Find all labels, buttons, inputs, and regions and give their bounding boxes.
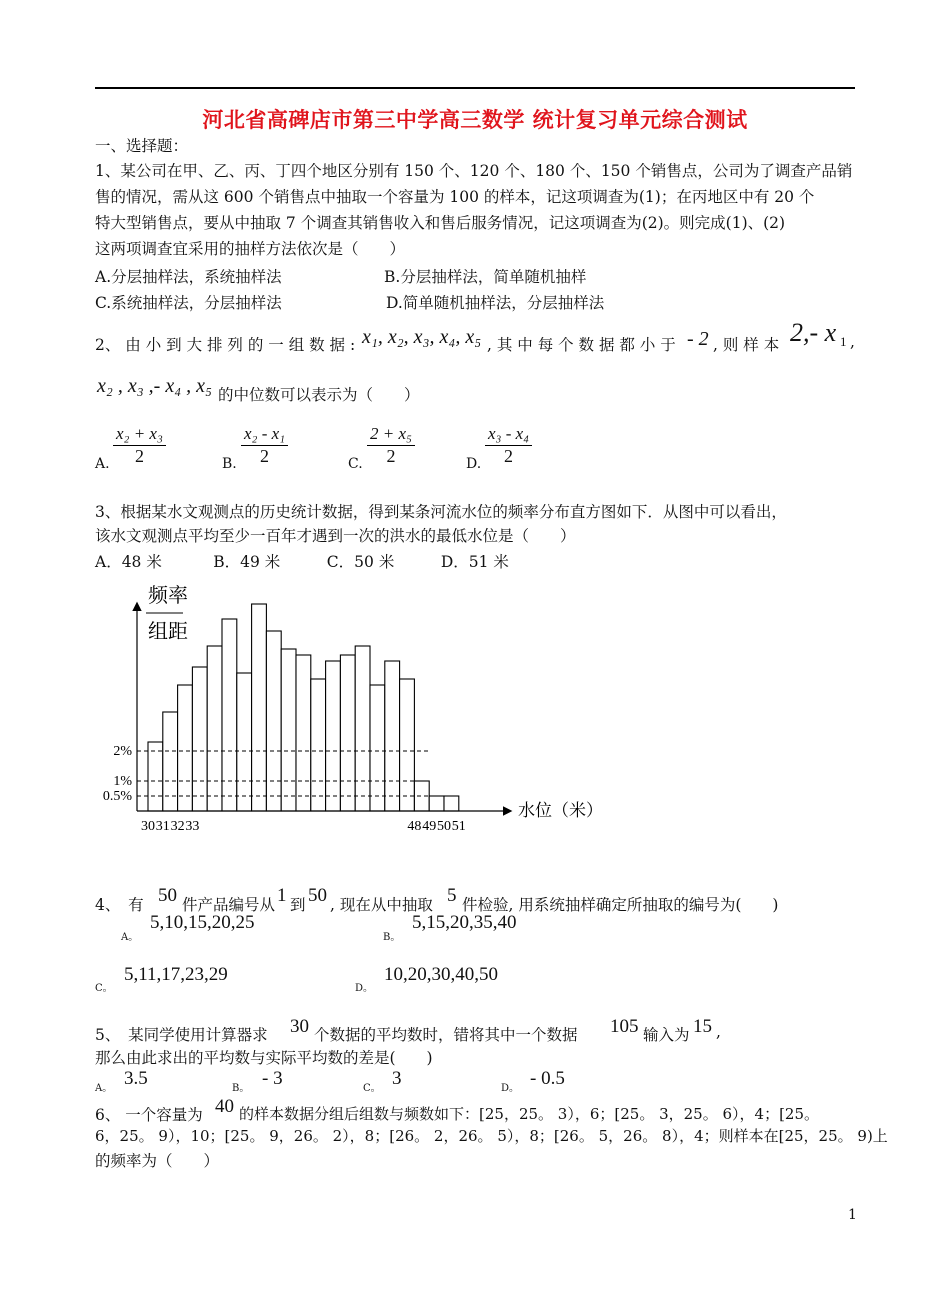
- x-tick-label-50: 50: [437, 819, 451, 834]
- histogram-bar-46: [385, 661, 400, 811]
- q5-option-b-value: - 3: [262, 1068, 283, 1089]
- q5-option-a-label: A。: [95, 1083, 113, 1094]
- x-tick-label-32: 32: [170, 819, 185, 834]
- q5-text-a: 5、 某同学使用计算器求: [95, 1026, 268, 1044]
- q4-text-c: 到: [290, 896, 306, 914]
- q5-option-d-label: D。: [501, 1083, 520, 1094]
- q4-option-d-value: 10,20,30,40,50: [384, 964, 498, 985]
- q4-text-a: 4、 有: [95, 896, 144, 914]
- q2-sample-comma: ,: [850, 333, 855, 351]
- q2-option-d-label: D.: [466, 456, 482, 472]
- q4-option-d-label: D。: [355, 983, 374, 994]
- q2-option-b-label: B.: [222, 456, 237, 472]
- q5-text-d: ,: [716, 1023, 721, 1041]
- q6-text-a: 6、 一个容量为: [95, 1106, 203, 1124]
- histogram-bar-37: [252, 604, 267, 811]
- q2-sequence: x₁, x₂, x₃, x₄, x₅: [362, 326, 482, 348]
- q3-line-2: 该水文观测点平均至少一百年才遇到一次的洪水的最低水位是（ ）: [95, 527, 576, 545]
- q1-line-3: 特大型销售点，要从中抽取 7 个调查其销售收入和售后服务情况，记这项调查为(2)。则完成(1)、(2): [95, 214, 786, 232]
- q2-sample-b: x₂ , x₃ ,- x₄ , x₅: [97, 375, 212, 397]
- q4-option-c-label: C。: [95, 983, 113, 994]
- q2-option-c-denominator: 2: [386, 446, 396, 466]
- x-axis-label: 水位（米）: [518, 801, 603, 820]
- q2-sample-a: 2,- x: [790, 318, 837, 347]
- histogram-bar-43: [340, 655, 355, 811]
- q5-option-d-value: - 0.5: [530, 1068, 565, 1089]
- q1-line-4: 这两项调查宜采用的抽样方法依次是（ ）: [95, 240, 406, 258]
- q5-option-c-label: C。: [363, 1083, 381, 1094]
- q4-option-a-label: A。: [121, 932, 139, 943]
- q2-option-c-label: C.: [348, 456, 363, 472]
- q4-text-b: 件产品编号从: [182, 896, 276, 914]
- q2-option-b-denominator: 2: [260, 446, 270, 466]
- q4-k: 5: [447, 885, 457, 906]
- histogram-bar-41: [311, 679, 326, 811]
- y-tick-label-2: 0.5%: [102, 789, 132, 804]
- q6-text-b: 的样本数据分组后组数与频数如下：[25，25。 3），6；[25。 3，25。 6），4；[25。: [239, 1105, 820, 1123]
- q2-option-b-fraction: [241, 424, 288, 467]
- q1-option-c: C.系统抽样法，分层抽样法: [95, 294, 282, 312]
- q2-option-c-fraction: [367, 424, 415, 467]
- q5-line-2: 那么由此求出的平均数与实际平均数的差是( ): [95, 1049, 433, 1067]
- q3-options: A．48 米 B．49 米 C．50 米 D．51 米: [95, 553, 509, 571]
- q6-n: 40: [215, 1096, 234, 1117]
- q2-text-mid2: , 则 样 本: [713, 336, 780, 354]
- q5-text-b: 个数据的平均数时，错将其中一个数据: [314, 1026, 578, 1044]
- x-tick-label-48: 48: [407, 819, 422, 834]
- q3-line-1: 3、根据某水文观测点的历史统计数据，得到某条河流水位的频率分布直方图如下．从图中可以看出，: [95, 503, 787, 521]
- histogram-bar-34: [207, 646, 222, 811]
- q2-prefix: 2、 由 小 到 大 排 列 的 一 组 数 据 :: [95, 336, 356, 354]
- histogram-bar-32: [178, 685, 193, 811]
- q4-from: 1: [277, 885, 287, 906]
- q2-suffix: 的中位数可以表示为（ ）: [218, 386, 420, 404]
- header-rule: [95, 87, 855, 89]
- q5-option-a-value: 3.5: [124, 1068, 148, 1089]
- q5-option-b-label: B。: [232, 1083, 250, 1094]
- q1-line-2: 售的情况，需从这 600 个销售点中抽取一个容量为 100 的样本，记这项调查为(1)；在丙地区中有 20 个: [95, 188, 815, 206]
- histogram-bar-36: [237, 673, 252, 811]
- x-tick-label-30: 30: [141, 819, 155, 834]
- q2-option-d-fraction: [485, 424, 532, 467]
- histogram-bar-39: [281, 649, 296, 811]
- q2-option-d-numerator: x₃ - x₄: [485, 424, 532, 446]
- q1-option-b: B.分层抽样法，简单随机抽样: [384, 268, 587, 286]
- x-tick-label-51: 51: [451, 819, 466, 834]
- histogram-bar-40: [296, 655, 311, 811]
- q2-option-d-denominator: 2: [504, 446, 514, 466]
- histogram-bar-42: [326, 661, 341, 811]
- y-tick-label-1: 1%: [113, 774, 132, 789]
- x-tick-label-31: 31: [155, 819, 170, 834]
- water-level-histogram: [0, 578, 950, 838]
- q4-text-d: , 现在从中抽取: [330, 896, 433, 914]
- histogram-bar-33: [192, 667, 207, 811]
- q1-line-1: 1、某公司在甲、乙、丙、丁四个地区分别有 150 个、120 个、180 个、150 个销售点，公司为了调查产品销: [95, 162, 853, 180]
- q5-wrong-value: 105: [610, 1016, 639, 1037]
- q2-option-a-numerator: x₂ + x₃: [113, 424, 166, 446]
- histogram-bar-45: [370, 685, 385, 811]
- y-axis-label-top: 频率: [148, 585, 188, 607]
- histogram-bar-38: [266, 631, 281, 811]
- q2-option-c-numerator: 2 + x₅: [367, 424, 415, 446]
- q4-text-e: 件检验, 用系统抽样确定所抽取的编号为( ): [462, 896, 779, 914]
- x-tick-label-49: 49: [422, 819, 437, 834]
- q4-option-a-value: 5,10,15,20,25: [150, 912, 255, 933]
- q4-option-b-value: 5,15,20,35,40: [412, 912, 517, 933]
- histogram-bar-44: [355, 646, 370, 811]
- q2-option-a-denominator: 2: [134, 446, 144, 466]
- histogram-bar-50: [444, 796, 459, 811]
- q6-line-2: 6，25。 9），10；[25。 9，26。 2），8；[26。 2，26。 5），8；[26。 5，26。 8），4；则样本在[25，25。 9)上: [95, 1127, 888, 1145]
- q5-text-c: 输入为: [643, 1026, 690, 1044]
- q2-option-b-numerator: x₂ - x₁: [241, 424, 288, 446]
- histogram-bar-35: [222, 619, 237, 811]
- q5-n: 30: [290, 1016, 309, 1037]
- q2-option-a-label: A.: [95, 456, 110, 472]
- q5-option-c-value: 3: [392, 1068, 402, 1089]
- histogram-bar-47: [400, 679, 415, 811]
- section-heading: 一、选择题：: [95, 137, 189, 155]
- histogram-bar-49: [429, 796, 444, 811]
- q2-text-mid: , 其 中 每 个 数 据 都 小 于: [487, 336, 676, 354]
- q4-n: 50: [158, 885, 177, 906]
- q2-option-a-fraction: [113, 424, 166, 467]
- q1-option-d: D.简单随机抽样法，分层抽样法: [386, 294, 605, 312]
- histogram-bar-30: [148, 742, 163, 811]
- q5-entered-value: 15: [693, 1016, 712, 1037]
- q4-option-b-label: B。: [383, 932, 401, 943]
- q4-option-c-value: 5,11,17,23,29: [124, 964, 228, 985]
- x-tick-label-33: 33: [185, 819, 200, 834]
- y-tick-label-0: 2%: [113, 744, 132, 759]
- q6-line-3: 的频率为（ ）: [95, 1152, 220, 1170]
- y-axis-label-bottom: 组距: [148, 621, 188, 643]
- q2-neg-two: - 2: [687, 328, 709, 350]
- page-number: 1: [848, 1207, 857, 1223]
- q1-option-a: A.分层抽样法，系统抽样法: [95, 268, 282, 286]
- q4-to: 50: [308, 885, 327, 906]
- page-title: 河北省高碑店市第三中学高三数学 统计复习单元综合测试: [202, 108, 748, 132]
- q2-sample-a-sub: 1: [840, 334, 847, 349]
